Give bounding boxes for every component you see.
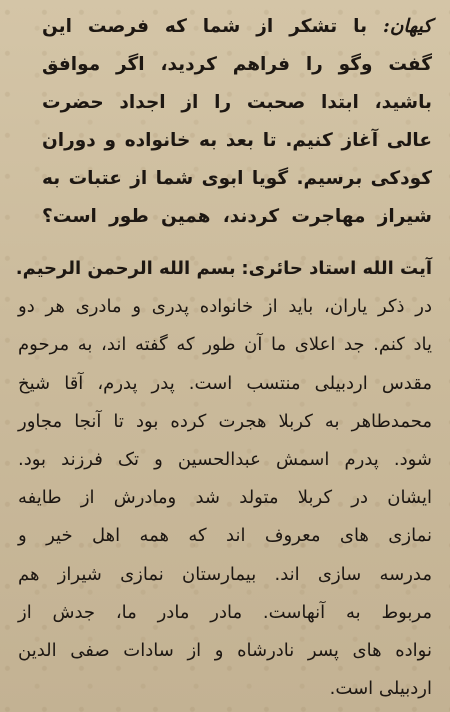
question-line-6: شیراز مهاجرت کردند، همین طور است؟ (42, 206, 432, 227)
answer-line-4: مقدس اردبیلی منتسب است. پدر پدرم، آقا شیخ (18, 372, 432, 394)
answer-line-6: شود. پدرم اسمش عبدالحسین و تک فرزند بود. (18, 449, 432, 471)
interviewer-label: کیهان: (383, 16, 432, 37)
answer-line-8: نمازی های معروف اند که همه اهل خیر و (18, 525, 432, 547)
answer-line-12: اردبیلی است. (329, 678, 432, 700)
question-line-4: عالی آغاز کنیم. تا بعد به خانواده و دوران (42, 130, 432, 151)
answer-paragraph (15, 250, 432, 708)
question-line-text: با تشکر از شما که فرصت این (42, 16, 368, 37)
answer-line-10: مربوط به آنهاست. مادر مادر ما، جدش از (18, 601, 432, 623)
answer-line-7: ایشان در کربلا متولد شد ومادرش از طایفه (18, 487, 432, 509)
question-paragraph (42, 8, 432, 236)
question-line-5: کودکی برسیم. گویا ابوی شما از عتبات به (42, 168, 432, 189)
answer-line-9: مدرسه سازی اند. بیمارستان نمازی شیراز هم (18, 563, 432, 585)
respondent-label: آیت الله استاد حائری: (241, 258, 432, 279)
answer-line-5: محمدطاهر به کربلا هجرت کرده بود تا آنجا مجاور (18, 410, 432, 432)
answer-line-2: در ذکر یاران، باید از خانواده پدری و مادری هر دو (18, 296, 432, 318)
question-line-2: گفت وگو را فراهم کردید، اگر موافق (42, 54, 432, 75)
question-line-3: باشید، ابتدا صحبت را از اجداد حضرت (42, 92, 432, 113)
answer-line-3: یاد کنم. جد اعلای ما آن طور که گفته اند، به مرحوم (18, 334, 432, 356)
answer-line-11: نواده های پسر نادرشاه و از سادات صفی الدین (18, 640, 432, 662)
question-line-1 (42, 8, 432, 46)
basmala-text: بسم الله الرحمن الرحیم. (15, 258, 236, 279)
answer-line-1 (15, 250, 432, 288)
